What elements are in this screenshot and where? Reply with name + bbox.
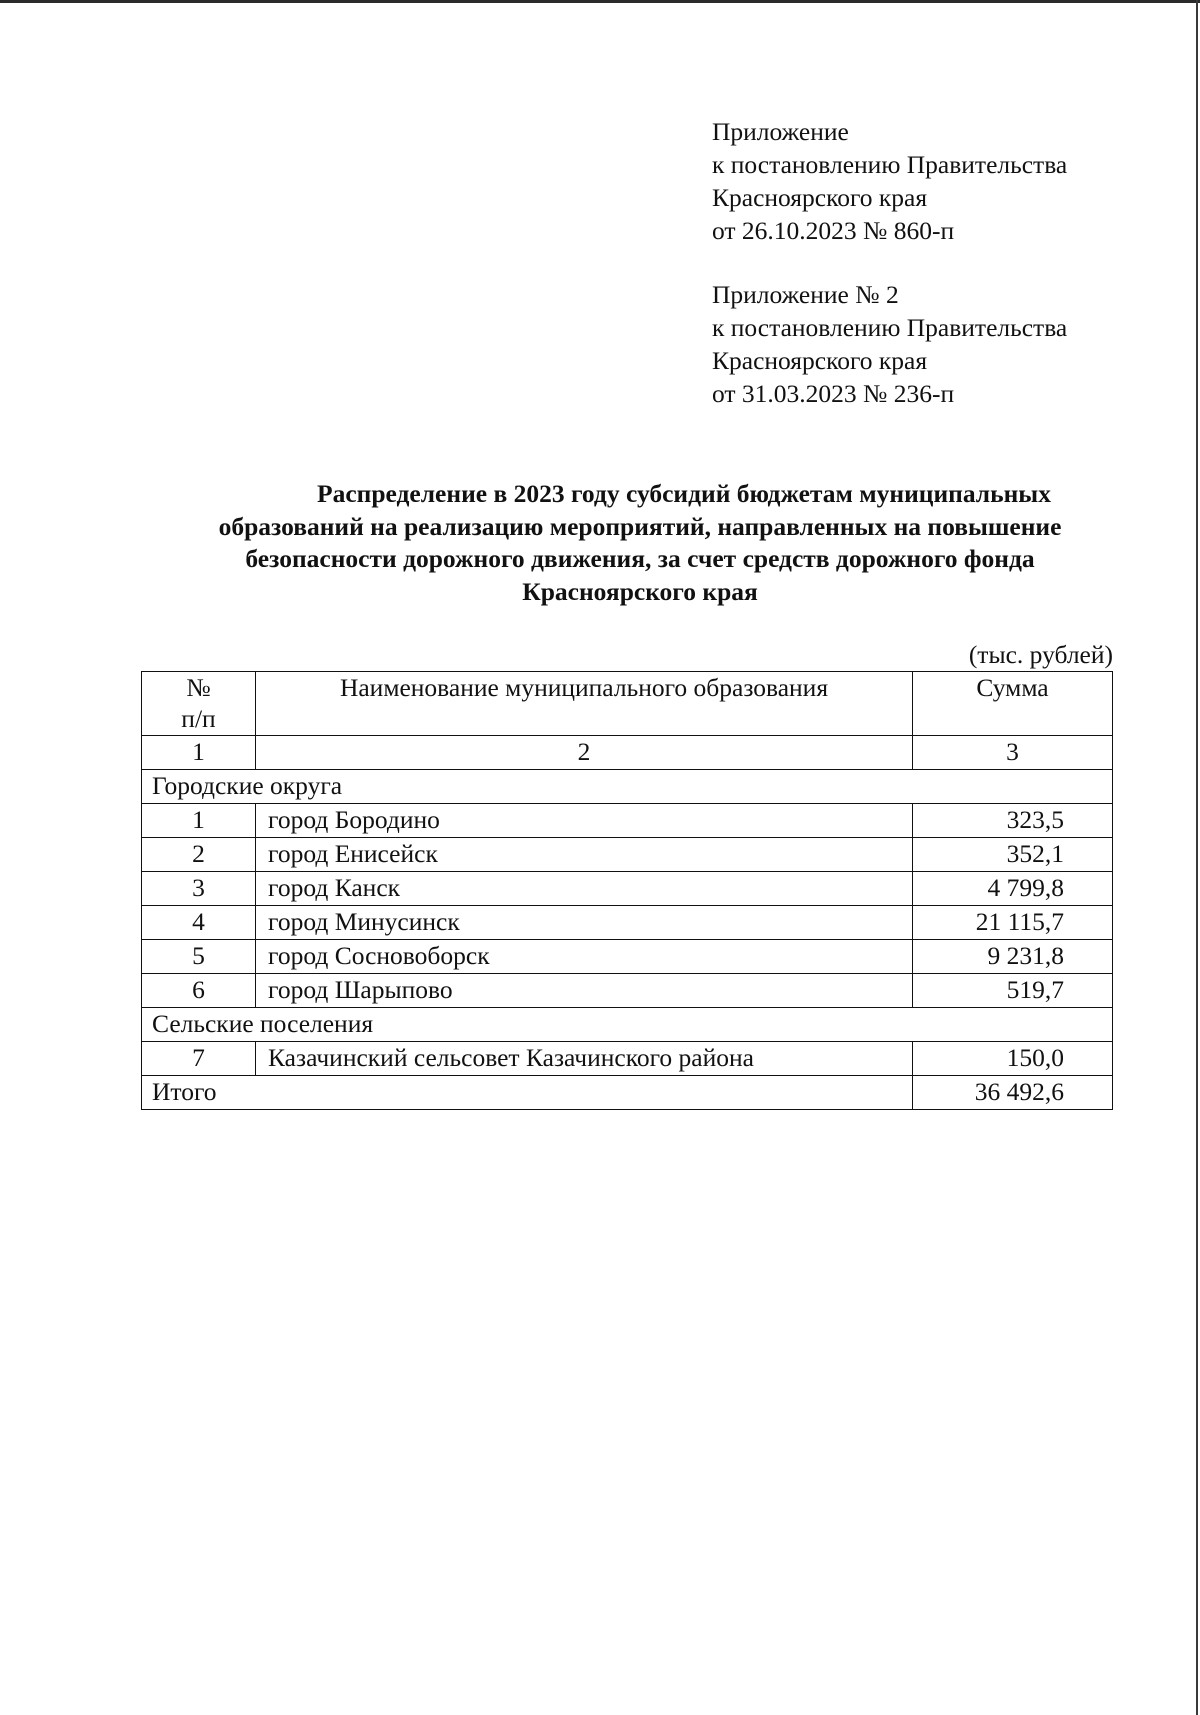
row-sum: 4 799,8 [913, 872, 1113, 906]
document-title [140, 478, 1140, 608]
row-name: город Енисейск [256, 838, 913, 872]
annex-original-line-1: Приложение № 2 [712, 280, 899, 309]
units-note: (тыс. рублей) [968, 640, 1113, 669]
annex-current-line-1: Приложение [712, 117, 849, 146]
column-number-1: 1 [142, 736, 256, 770]
title-line-4: Красноярского края [522, 576, 758, 606]
annex-original-line-3: Красноярского края [712, 346, 928, 375]
row-sum: 519,7 [913, 974, 1113, 1008]
annex-current-block [712, 115, 1182, 247]
table-row [142, 974, 1113, 1008]
annex-original-block [712, 278, 1182, 410]
row-number: 6 [142, 974, 256, 1008]
column-number-3: 3 [913, 736, 1113, 770]
section-urban-label: Городские округа [142, 770, 1113, 804]
table-header-row [142, 672, 1113, 736]
column-number-row [142, 736, 1113, 770]
annex-original-line-2: к постановлению Правительства [712, 313, 1068, 342]
page-right-edge [1196, 0, 1198, 1715]
row-sum: 323,5 [913, 804, 1113, 838]
total-row [142, 1076, 1113, 1110]
table-row [142, 940, 1113, 974]
row-name: город Бородино [256, 804, 913, 838]
header-number-line-1: № [186, 673, 211, 702]
column-number-2: 2 [256, 736, 913, 770]
total-label: Итого [142, 1076, 913, 1110]
row-name: город Канск [256, 872, 913, 906]
row-number: 4 [142, 906, 256, 940]
header-number-line-2: п/п [181, 704, 216, 733]
annex-original-line-4: от 31.03.2023 № 236-п [712, 379, 955, 408]
title-line-1: Распределение в 2023 году субсидий бюджетам муниципальных [317, 479, 1051, 508]
row-name: Казачинский сельсовет Казачинского района [256, 1042, 913, 1076]
section-row-rural [142, 1008, 1113, 1042]
row-name: город Сосновоборск [256, 940, 913, 974]
annex-current-line-2: к постановлению Правительства [712, 150, 1068, 179]
table-row [142, 804, 1113, 838]
distribution-table [141, 671, 1113, 1110]
row-number: 2 [142, 838, 256, 872]
table-row [142, 1042, 1113, 1076]
row-sum: 21 115,7 [913, 906, 1113, 940]
header-sum-cell: Сумма [913, 672, 1113, 736]
row-name: город Минусинск [256, 906, 913, 940]
row-number: 5 [142, 940, 256, 974]
header-name-cell: Наименование муниципального образования [256, 672, 913, 736]
row-sum: 150,0 [913, 1042, 1113, 1076]
section-rural-label: Сельские поселения [142, 1008, 1113, 1042]
table-row [142, 838, 1113, 872]
row-sum: 352,1 [913, 838, 1113, 872]
row-number: 3 [142, 872, 256, 906]
row-sum: 9 231,8 [913, 940, 1113, 974]
header-number-cell [142, 672, 256, 736]
title-line-3: безопасности дорожного движения, за счет средств дорожного фонда [245, 544, 1035, 573]
annex-current-line-3: Красноярского края [712, 183, 928, 212]
row-name: город Шарыпово [256, 974, 913, 1008]
row-number: 1 [142, 804, 256, 838]
total-sum: 36 492,6 [913, 1076, 1113, 1110]
title-line-2: образований на реализацию мероприятий, направленных на повышение [218, 511, 1062, 541]
page-top-edge [0, 0, 1200, 3]
table-row [142, 872, 1113, 906]
annex-current-line-4: от 26.10.2023 № 860-п [712, 216, 955, 245]
table-row [142, 906, 1113, 940]
section-row-urban [142, 770, 1113, 804]
row-number: 7 [142, 1042, 256, 1076]
